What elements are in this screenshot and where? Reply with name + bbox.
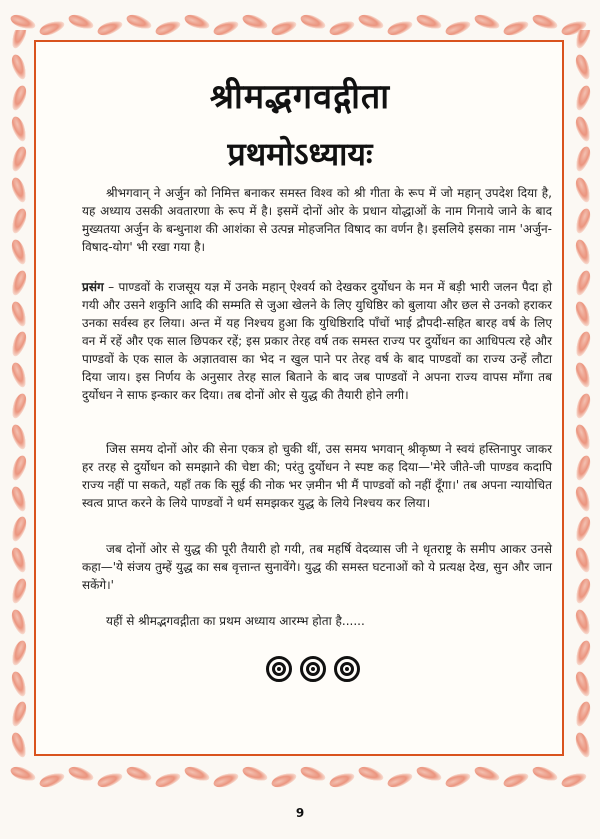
feather-ornament-icon — [531, 764, 560, 784]
page-title: श्रीमद्भगवद्गीता — [209, 77, 391, 117]
feather-ornament-icon — [299, 12, 328, 32]
chapter-title: प्रथमोऽध्यायः — [227, 135, 373, 173]
feather-ornament-icon — [573, 238, 593, 267]
prasang-text: पाण्डवों के राजसूय यज्ञ में उनके महान् ऐश्वर्य को देखकर दुर्योधन के मन में बड़ी भारी जलन पैदा हो गयी और उसने शकुनि आदि की सम्मति से जुआ खेलने के लिए युधिष्ठिर को बुलाया और छल से उनको हराकर उनका सर्वस्व हर लिया। अन्त में यह निश्चय हुआ कि युधिष्ठिरादि पाँचों भाई द्रौपदी-सहित बारह वर्ष के लिए वन में रहें और एक साल छिपकर रहें; इस प्रकार तेरह वर्ष तक समस्त राज्य पर दुर्योधन का आधिपत्य रहे और पाण्डवों के एक साल के अज्ञातवास का भेद न खुल पाने पर तेरह वर्ष के बाद पाण्डवों का राज्य उन्हें लौटा दिया जाय। इस निर्णय के अनुसार तेरह साल बिताने के बाद जब पाण्डवों ने अपना राज्य वापस माँगा तब दुर्योधन ने साफ इन्कार कर दिया। तब दोनों ओर से युद्ध की तैयारी होने लगी। — [82, 280, 552, 402]
feather-ornament-icon — [9, 268, 29, 297]
prasang-paragraph — [82, 278, 552, 404]
feather-ornament-icon — [9, 577, 29, 606]
feather-ornament-icon — [9, 515, 29, 544]
feather-ornament-icon — [241, 12, 270, 32]
feather-ornament-icon — [9, 453, 29, 482]
feather-ornament-icon — [183, 764, 212, 784]
feather-ornament-icon — [212, 18, 241, 38]
feather-ornament-icon — [270, 770, 299, 790]
krishna-paragraph: जिस समय दोनों ओर की सेना एकत्र हो चुकी थीं, उस समय भगवान् श्रीकृष्ण ने स्वयं हस्तिनापुर जाकर हर तरह से दुर्योधन को समझाने की चेष्टा की; परंतु दुर्योधन ने स्पष्ट कह दिया—'मेरे जीते-जी पाण्डव कदापि राज्य नहीं पा सकते, यहाँ तक कि सूई की नोक भर ज़मीन भी मैं पाण्डवों को नहीं दूँगा।' तब अपना न्यायोचित स्वत्व प्राप्त करने के लिये पाण्डवों ने धर्म समझकर युद्ध के लिये निश्चय कर लिया। — [82, 442, 552, 510]
page-number: 9 — [295, 806, 305, 820]
ring-ornament-icon — [300, 656, 326, 682]
feather-ornament-icon — [9, 700, 29, 729]
feather-ornament-icon — [573, 638, 593, 667]
feather-ornament-icon — [502, 18, 531, 38]
feather-ornament-icon — [241, 764, 270, 784]
feather-ornament-icon — [357, 764, 386, 784]
feather-ornament-icon — [125, 12, 154, 32]
feather-ornament-icon — [473, 764, 502, 784]
feather-ornament-icon — [38, 18, 67, 38]
ornament-rings — [266, 656, 360, 682]
vyasa-paragraph: जब दोनों ओर से युद्ध की पूरी तैयारी हो गयी, तब महर्षि वेदव्यास जी ने धृतराष्ट्र के समीप आकर उनसे कहा—'ये संजय तुम्हें युद्ध का सब वृत्तान्त सुनावेंगे। युद्ध की समस्त घटनाओं को ये प्रत्यक्ष देख, सुन और जान सकेंगे।' — [82, 542, 552, 592]
feather-ornament-icon — [573, 577, 593, 606]
feather-ornament-icon — [96, 18, 125, 38]
feather-ornament-icon — [573, 423, 593, 452]
feather-ornament-icon — [573, 546, 593, 575]
prasang-dash: – — [103, 280, 119, 294]
feather-ornament-icon — [573, 207, 593, 236]
feather-ornament-icon — [9, 423, 29, 452]
feather-ornament-icon — [9, 330, 29, 359]
feather-ornament-icon — [9, 207, 29, 236]
feather-ornament-icon — [573, 268, 593, 297]
feather-ornament-icon — [328, 18, 357, 38]
feather-ornament-icon — [531, 12, 560, 32]
feather-ornament-icon — [444, 18, 473, 38]
feather-ornament-icon — [502, 770, 531, 790]
feather-ornament-icon — [9, 176, 29, 205]
feather-ornament-icon — [573, 392, 593, 421]
feather-ornament-icon — [9, 484, 29, 513]
feather-ornament-icon — [573, 330, 593, 359]
feather-ornament-icon — [573, 700, 593, 729]
ring-ornament-icon — [266, 656, 292, 682]
feather-ornament-icon — [415, 12, 444, 32]
feather-ornament-icon — [415, 764, 444, 784]
feather-border-top — [10, 8, 590, 38]
feather-ornament-icon — [9, 238, 29, 267]
prasang-label: प्रसंग — [82, 280, 104, 294]
feather-ornament-icon — [67, 12, 96, 32]
feather-ornament-icon — [9, 638, 29, 667]
feather-ornament-icon — [38, 770, 67, 790]
feather-ornament-icon — [9, 608, 29, 637]
closing-line: यहीं से श्रीमद्भगवद्गीता का प्रथम अध्याय आरम्भ होता है...... — [106, 614, 365, 628]
feather-ornament-icon — [96, 770, 125, 790]
feather-ornament-icon — [573, 669, 593, 698]
feather-border-bottom — [10, 760, 590, 792]
feather-ornament-icon — [9, 30, 29, 50]
feather-ornament-icon — [357, 12, 386, 32]
feather-ornament-icon — [9, 299, 29, 328]
feather-ornament-icon — [573, 515, 593, 544]
feather-ornament-icon — [328, 770, 357, 790]
feather-ornament-icon — [386, 770, 415, 790]
feather-ornament-icon — [183, 12, 212, 32]
feather-ornament-icon — [573, 361, 593, 390]
intro-paragraph: श्रीभगवान् ने अर्जुन को निमित्त बनाकर समस्त विश्व को श्री गीता के रूप में जो महान् उपदेश दिया है, यह अध्याय उसकी अवतारणा के रूप में है। इसमें दोनों ओर के प्रधान योद्धाओं के नाम गिनाये जाने के बाद मुख्यतया अर्जुन के बन्धुनाश की आशंका से उत्पन्न मोहजनित विषाद का वर्णन है। इसलिये इसका नाम 'अर्जुन-विषाद-योग' भी रखा गया है। — [82, 186, 552, 254]
feather-ornament-icon — [212, 770, 241, 790]
ring-ornament-icon — [334, 656, 360, 682]
feather-ornament-icon — [573, 176, 593, 205]
feather-ornament-icon — [299, 764, 328, 784]
feather-ornament-icon — [9, 361, 29, 390]
feather-ornament-icon — [573, 453, 593, 482]
feather-ornament-icon — [154, 770, 183, 790]
feather-ornament-icon — [386, 18, 415, 38]
feather-ornament-icon — [573, 299, 593, 328]
feather-ornament-icon — [125, 764, 154, 784]
feather-ornament-icon — [154, 18, 183, 38]
feather-ornament-icon — [573, 484, 593, 513]
feather-ornament-icon — [444, 770, 473, 790]
feather-ornament-icon — [67, 764, 96, 784]
feather-ornament-icon — [473, 12, 502, 32]
feather-ornament-icon — [9, 731, 29, 760]
feather-ornament-icon — [560, 770, 589, 790]
feather-ornament-icon — [270, 18, 299, 38]
feather-ornament-icon — [573, 731, 593, 760]
feather-ornament-icon — [9, 546, 29, 575]
feather-ornament-icon — [573, 30, 593, 50]
feather-ornament-icon — [9, 392, 29, 421]
feather-ornament-icon — [9, 669, 29, 698]
